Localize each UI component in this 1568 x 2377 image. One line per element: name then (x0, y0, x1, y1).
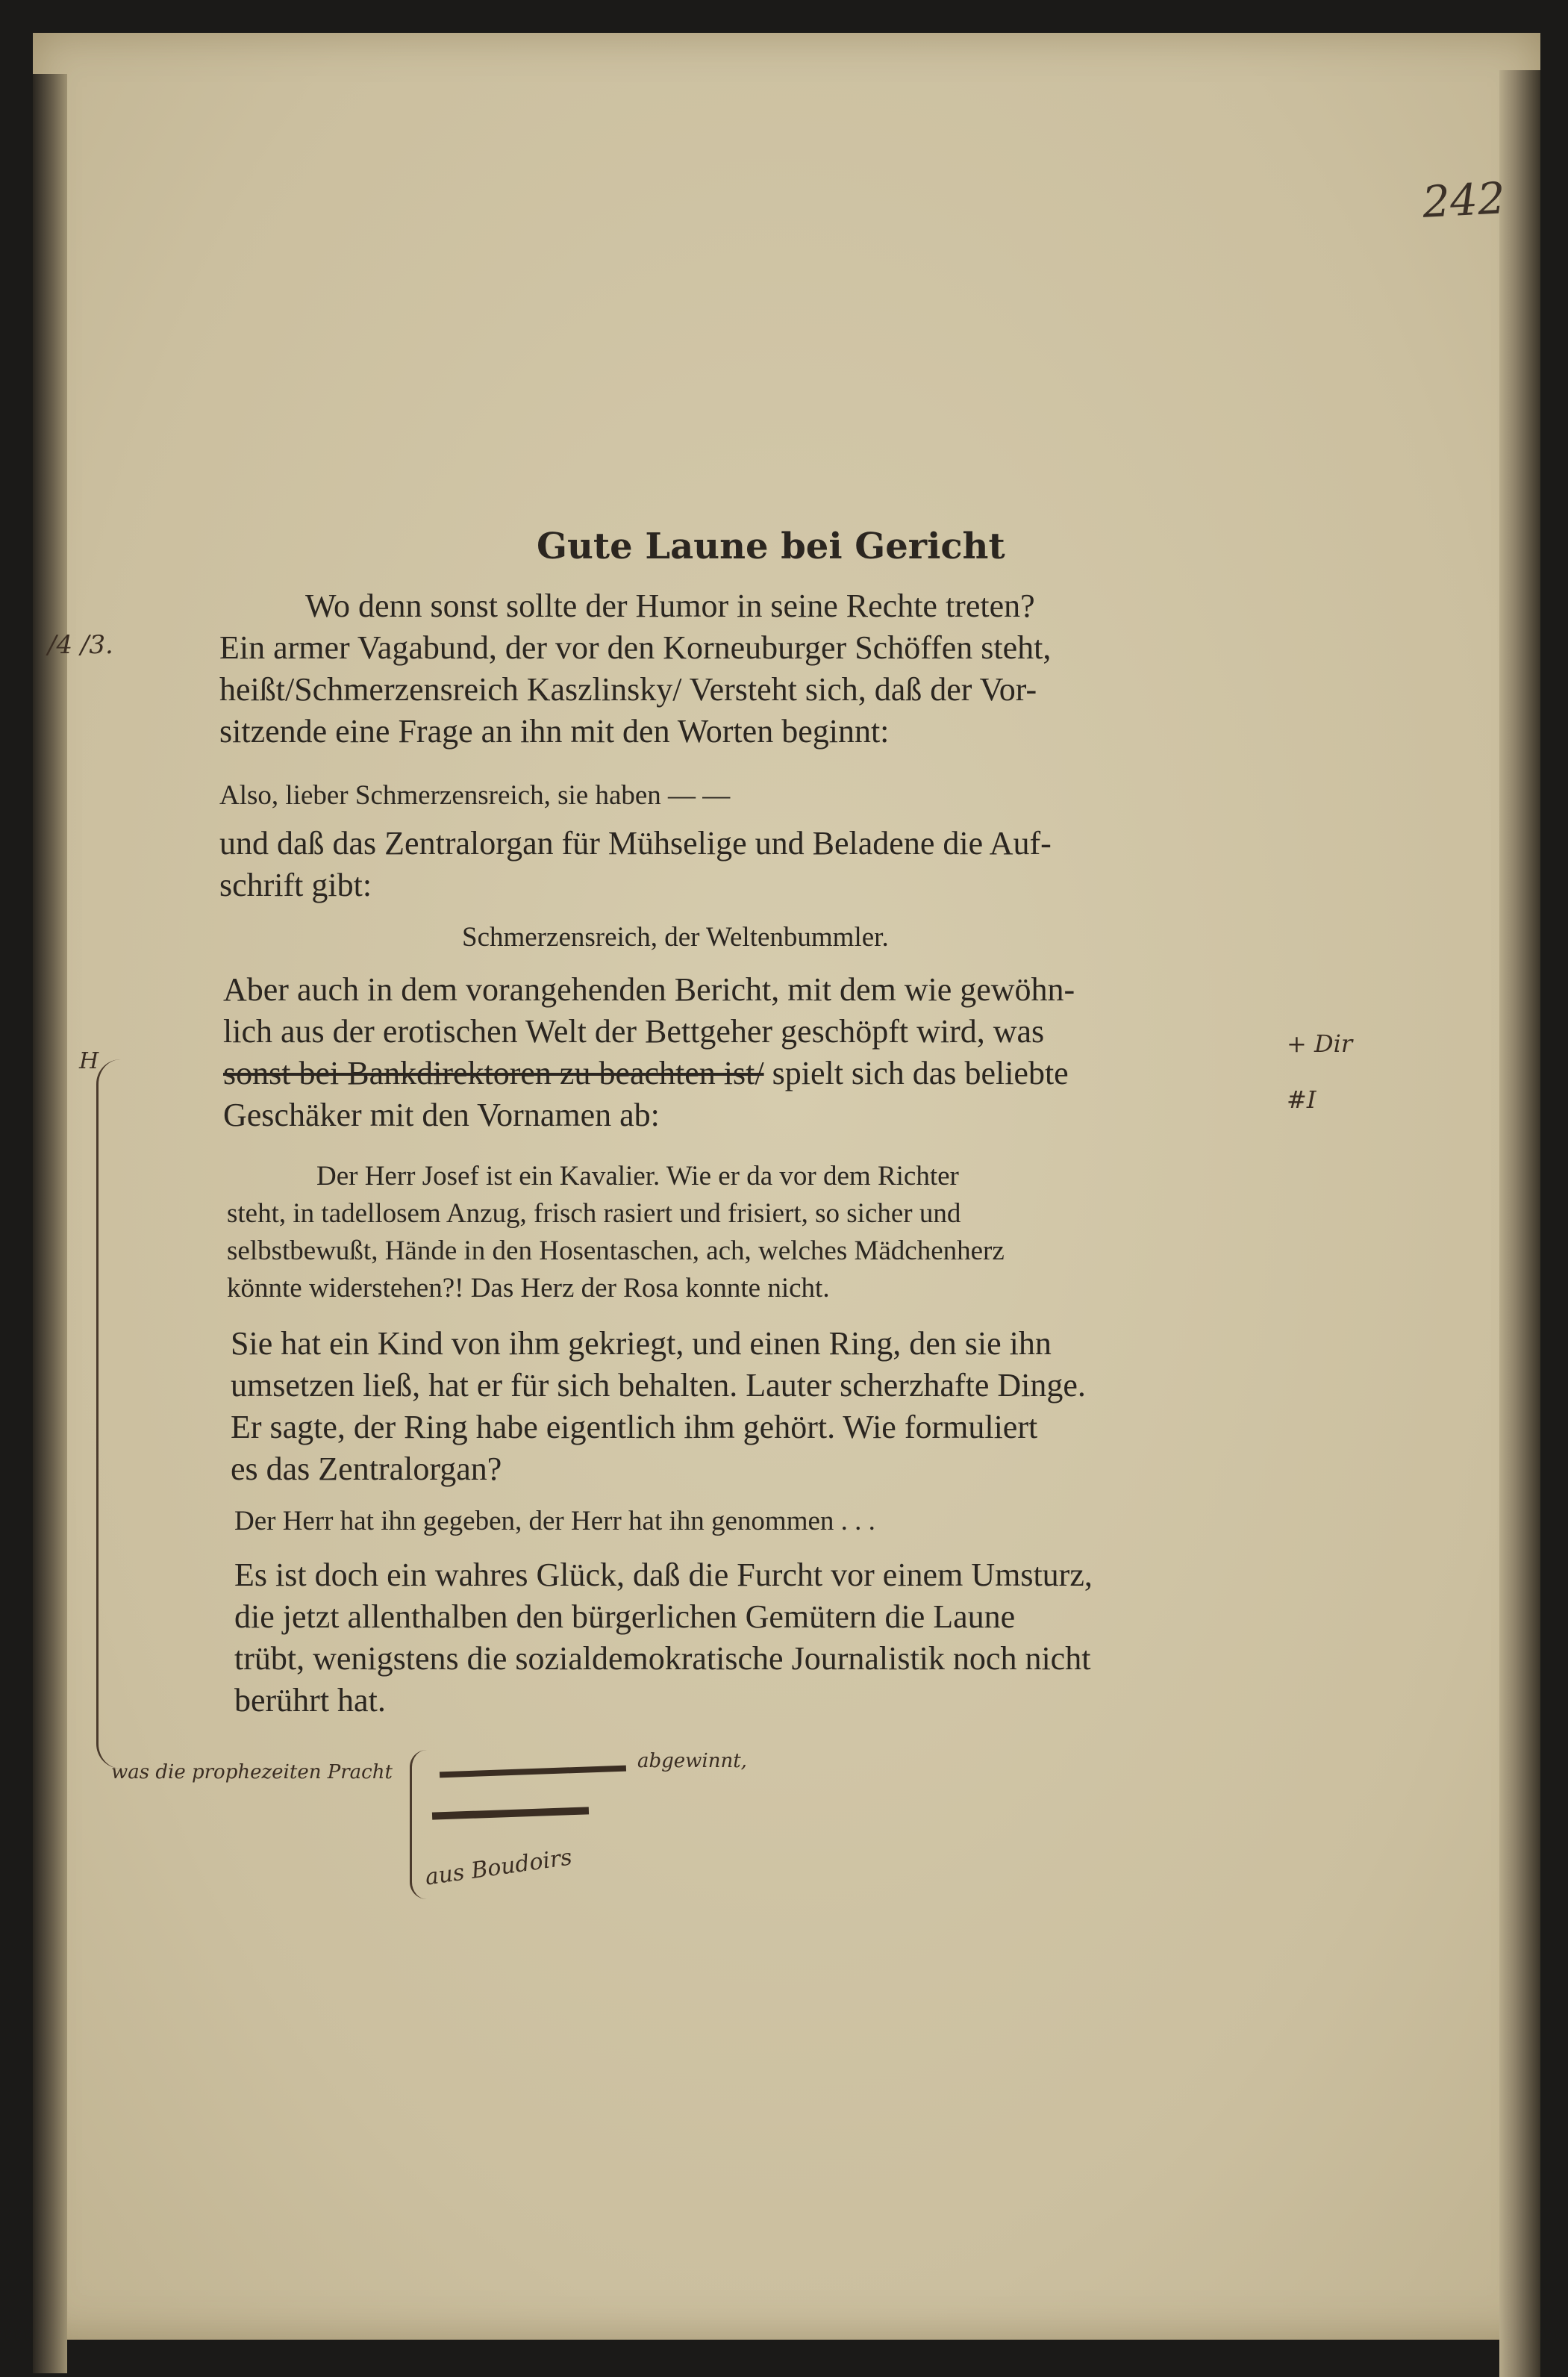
page-edge (1499, 70, 1540, 2377)
text-line: Er sagte, der Ring habe eigentlich ihm gehört. Wie formuliert (231, 1409, 1038, 1445)
struck-text: sonst bei Bankdirektoren zu beachten ist/ (223, 1055, 764, 1091)
text-line: Schmerzensreich, der Weltenbummler. (462, 922, 889, 953)
quote-line: selbstbewußt, Hände in den Hosentaschen, ach, welches Mädchenherz (227, 1236, 1005, 1266)
text-line: lich aus der erotischen Welt der Bettgeher geschöpft wird, was (223, 1013, 1045, 1050)
margin-bracket (96, 1059, 121, 1769)
quote-line: steht, in tadellosem Anzug, frisch rasiert und frisiert, so sicher und (227, 1198, 961, 1229)
text-line: und daß das Zentralorgan für Mühselige und Beladene die Auf- (219, 825, 1052, 862)
book-spine (33, 74, 67, 2373)
text-line: schrift gibt: (219, 867, 372, 903)
text-line: sitzende eine Frage an ihn mit den Worten beginnt: (219, 713, 890, 750)
quote-line: könnte widerstehen?! Das Herz der Rosa konnte nicht. (227, 1273, 830, 1303)
note-bracket (410, 1750, 427, 1899)
text-line: trübt, wenigstens die sozialdemokratische Journalistik noch nicht (234, 1640, 1091, 1677)
handwritten-note: aus Boudoirs (423, 1844, 574, 1891)
text-line (223, 1054, 1069, 1092)
crossed-out-word (432, 1807, 589, 1819)
text-line: Der Herr hat ihn gegeben, der Herr hat ihn genommen . . . (234, 1506, 875, 1536)
text-line: Ein armer Vagabund, der vor den Korneuburger Schöffen steht, (219, 629, 1052, 666)
page-number: 242 (1421, 172, 1507, 228)
text-line: es das Zentralorgan? (231, 1451, 502, 1487)
text-line: Sie hat ein Kind von ihm gekriegt, und einen Ring, den sie ihn (231, 1325, 1052, 1362)
margin-note-left: /4 /3. (48, 630, 113, 660)
text-line: die jetzt allenthalben den bürgerlichen Gemütern die Laune (234, 1598, 1016, 1635)
text-line: Aber auch in dem vorangehenden Bericht, mit dem wie gewöhn- (223, 971, 1075, 1008)
text-line: Also, lieber Schmerzensreich, sie haben — — (219, 780, 731, 811)
quote-line: Der Herr Josef ist ein Kavalier. Wie er da vor dem Richter (316, 1161, 959, 1191)
text-line: Es ist doch ein wahres Glück, daß die Furcht vor einem Umsturz, (234, 1557, 1093, 1593)
margin-note-right: + Dir (1287, 1029, 1353, 1058)
line-text: spielt sich das beliebte (763, 1055, 1069, 1091)
text-line: umsetzen ließ, hat er für sich behalten. Lauter scherzhafte Dinge. (231, 1367, 1086, 1404)
text-line: berührt hat. (234, 1682, 386, 1719)
document-page (33, 33, 1540, 2340)
text-line: Wo denn sonst sollte der Humor in seine Rechte treten? (305, 588, 1035, 624)
crossed-out-word (440, 1766, 626, 1778)
handwritten-note: abgewinnt, (637, 1750, 747, 1772)
handwritten-note: was die prophezeiten Pracht (111, 1761, 393, 1783)
margin-note-left: H (79, 1048, 99, 1074)
text-line: heißt/Schmerzensreich Kaszlinsky/ Versteht sich, daß der Vor- (219, 671, 1037, 708)
margin-note-right: #I (1287, 1085, 1316, 1114)
text-line: Geschäker mit den Vornamen ab: (223, 1097, 660, 1133)
article-title: Gute Laune bei Gericht (537, 526, 1005, 567)
